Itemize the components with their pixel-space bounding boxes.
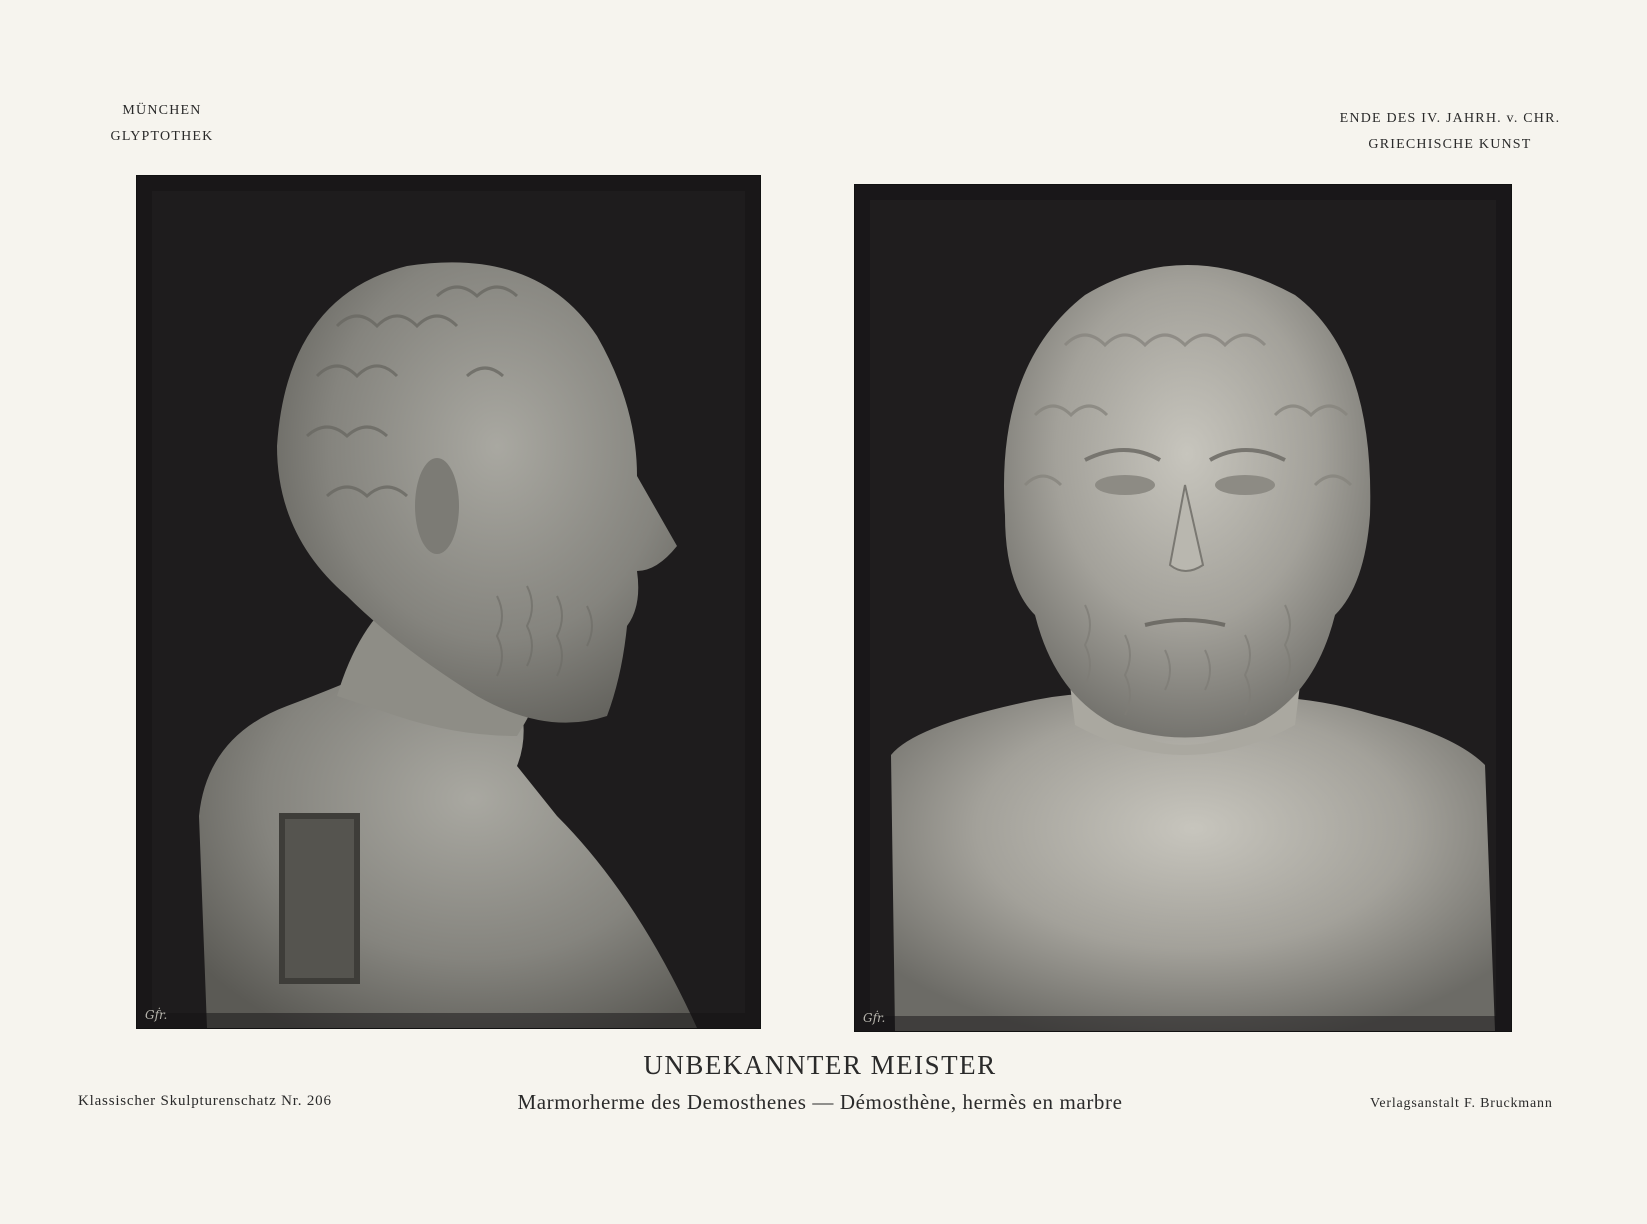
- header-museum: GLYPTOTHEK: [110, 129, 214, 144]
- header-location: [72, 98, 252, 150]
- bust-profile-illustration: [137, 176, 760, 1028]
- photographer-monogram-left: Gḟr.: [145, 1008, 168, 1022]
- plate-title: UNBEKANNTER MEISTER: [643, 1050, 997, 1080]
- header-art-category: GRIECHISCHE KUNST: [1368, 137, 1532, 152]
- header-date: ENDE DES IV. JAHRH. v. CHR.: [1339, 111, 1561, 126]
- header-city: MÜNCHEN: [122, 103, 202, 118]
- photographer-monogram-right: Gḟr.: [863, 1011, 886, 1025]
- bust-frontal-photo: [854, 184, 1512, 1032]
- publisher-name: Verlagsanstalt F. Bruckmann: [1370, 1096, 1553, 1111]
- bust-profile-photo: [136, 175, 761, 1029]
- header-period: [1300, 106, 1600, 158]
- plate-caption: Marmorherme des Demosthenes — Démosthène, hermès en marbre: [517, 1090, 1123, 1114]
- series-number: Klassischer Skulpturenschatz Nr. 206: [78, 1093, 332, 1109]
- bust-frontal-illustration: [855, 185, 1511, 1031]
